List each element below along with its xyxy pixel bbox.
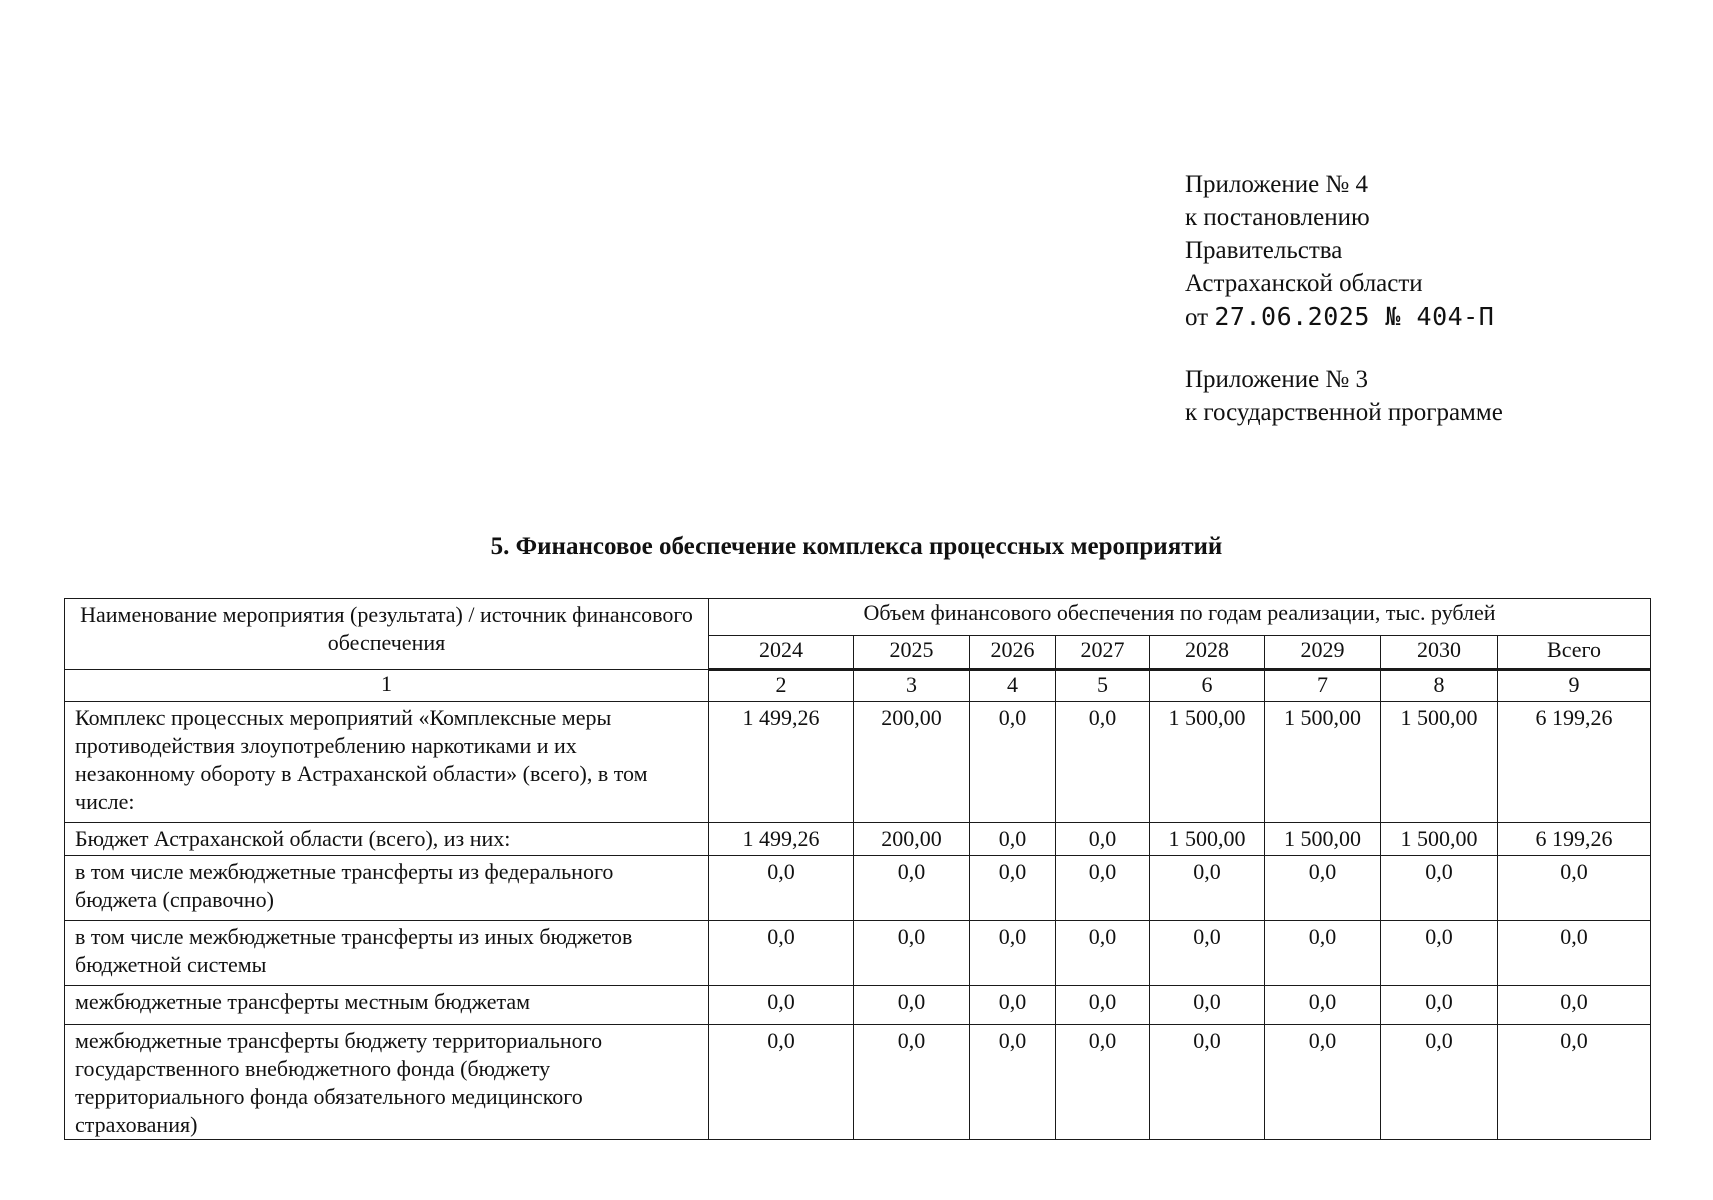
row-value: 0,0 xyxy=(854,1025,970,1140)
row-value: 200,00 xyxy=(854,702,970,823)
row-value: 0,0 xyxy=(1056,823,1150,856)
financing-table xyxy=(64,598,1651,1140)
row-value: 200,00 xyxy=(854,823,970,856)
annex-line-state-program: к государственной программе xyxy=(1185,399,1503,426)
row-value: 0,0 xyxy=(970,702,1056,823)
row-value: 0,0 xyxy=(970,986,1056,1025)
column-numbers-row xyxy=(65,670,1651,702)
row-value: 1 500,00 xyxy=(1150,823,1265,856)
column-number: 6 xyxy=(1150,670,1265,702)
row-total: 0,0 xyxy=(1498,986,1651,1025)
annex-date-prefix: от xyxy=(1185,304,1209,331)
row-name: межбюджетные трансферты местным бюджетам xyxy=(65,986,709,1025)
row-value: 0,0 xyxy=(1381,921,1498,986)
annex-line-appendix-4: Приложение № 4 xyxy=(1185,171,1369,198)
row-value: 0,0 xyxy=(1265,921,1381,986)
row-value: 0,0 xyxy=(1265,856,1381,921)
row-total: 6 199,26 xyxy=(1498,823,1651,856)
year-header: 2029 xyxy=(1265,636,1381,670)
table-row xyxy=(65,702,1651,823)
column-number: 1 xyxy=(65,670,709,702)
table-row xyxy=(65,856,1651,921)
year-header: 2027 xyxy=(1056,636,1150,670)
row-value: 1 500,00 xyxy=(1381,823,1498,856)
row-name: Бюджет Астраханской области (всего), из них: xyxy=(65,823,709,856)
row-name: в том числе межбюджетные трансферты из иных бюджетов бюджетной системы xyxy=(65,921,709,986)
row-value: 0,0 xyxy=(854,856,970,921)
table-row xyxy=(65,986,1651,1025)
annex-line-region: Астраханской области xyxy=(1185,270,1423,297)
column-number: 7 xyxy=(1265,670,1381,702)
row-value: 0,0 xyxy=(1056,921,1150,986)
volume-header: Объем финансового обеспечения по годам реализации, тыс. рублей xyxy=(709,599,1651,636)
name-column-header: Наименование мероприятия (результата) / источник финансового обеспечения xyxy=(65,599,709,670)
row-value: 0,0 xyxy=(1150,921,1265,986)
row-value: 1 499,26 xyxy=(709,823,854,856)
annex-gap xyxy=(1185,334,1503,363)
row-name: межбюджетные трансферты бюджету территориального государственного внебюджетного фонда (бюджету территориального фонда обязательного медицинского страхования) xyxy=(65,1025,709,1140)
table-row xyxy=(65,1025,1651,1140)
row-value: 0,0 xyxy=(1056,856,1150,921)
row-value: 0,0 xyxy=(970,856,1056,921)
table-row xyxy=(65,823,1651,856)
row-value: 0,0 xyxy=(1056,1025,1150,1140)
row-value: 0,0 xyxy=(709,856,854,921)
table-row xyxy=(65,921,1651,986)
row-value: 0,0 xyxy=(709,986,854,1025)
row-value: 0,0 xyxy=(970,823,1056,856)
year-header: 2024 xyxy=(709,636,854,670)
row-name: Комплекс процессных мероприятий «Комплексные меры противодействия злоупотреблению наркотиками и их незаконному обороту в Астраханской области» (всего), в том числе: xyxy=(65,702,709,823)
row-value: 1 500,00 xyxy=(1265,823,1381,856)
row-value: 0,0 xyxy=(1381,986,1498,1025)
row-value: 0,0 xyxy=(709,921,854,986)
column-number: 4 xyxy=(970,670,1056,702)
row-value: 0,0 xyxy=(854,921,970,986)
year-header: 2028 xyxy=(1150,636,1265,670)
row-value: 1 500,00 xyxy=(1265,702,1381,823)
row-value: 0,0 xyxy=(1265,986,1381,1025)
row-total: 0,0 xyxy=(1498,856,1651,921)
row-value: 0,0 xyxy=(709,1025,854,1140)
row-value: 0,0 xyxy=(970,921,1056,986)
column-number: 2 xyxy=(709,670,854,702)
row-value: 0,0 xyxy=(1150,986,1265,1025)
row-total: 0,0 xyxy=(1498,921,1651,986)
row-value: 0,0 xyxy=(1150,856,1265,921)
annex-line-appendix-3: Приложение № 3 xyxy=(1185,366,1369,393)
row-value: 0,0 xyxy=(1265,1025,1381,1140)
column-number: 9 xyxy=(1498,670,1651,702)
row-value: 0,0 xyxy=(1381,856,1498,921)
annex-line-date-number xyxy=(1185,300,1503,334)
row-value: 0,0 xyxy=(970,1025,1056,1140)
annex-line-government: Правительства xyxy=(1185,237,1343,264)
row-value: 0,0 xyxy=(1381,1025,1498,1140)
row-value: 0,0 xyxy=(1150,1025,1265,1140)
row-value: 0,0 xyxy=(1056,986,1150,1025)
annex-block xyxy=(1185,168,1503,429)
section-title: 5. Финансовое обеспечение комплекса процессных мероприятий xyxy=(490,533,1223,560)
row-value: 0,0 xyxy=(854,986,970,1025)
row-total: 6 199,26 xyxy=(1498,702,1651,823)
row-name: в том числе межбюджетные трансферты из федерального бюджета (справочно) xyxy=(65,856,709,921)
year-header: 2025 xyxy=(854,636,970,670)
year-header: 2030 xyxy=(1381,636,1498,670)
annex-date-stamp: 27.06.2025 № 404-П xyxy=(1214,302,1495,331)
annex-line-to-resolution: к постановлению xyxy=(1185,204,1370,231)
row-total: 0,0 xyxy=(1498,1025,1651,1140)
column-number: 8 xyxy=(1381,670,1498,702)
column-number: 5 xyxy=(1056,670,1150,702)
row-value: 1 500,00 xyxy=(1150,702,1265,823)
row-value: 1 499,26 xyxy=(709,702,854,823)
column-number: 3 xyxy=(854,670,970,702)
total-header: Всего xyxy=(1498,636,1651,670)
year-header: 2026 xyxy=(970,636,1056,670)
row-value: 1 500,00 xyxy=(1381,702,1498,823)
row-value: 0,0 xyxy=(1056,702,1150,823)
